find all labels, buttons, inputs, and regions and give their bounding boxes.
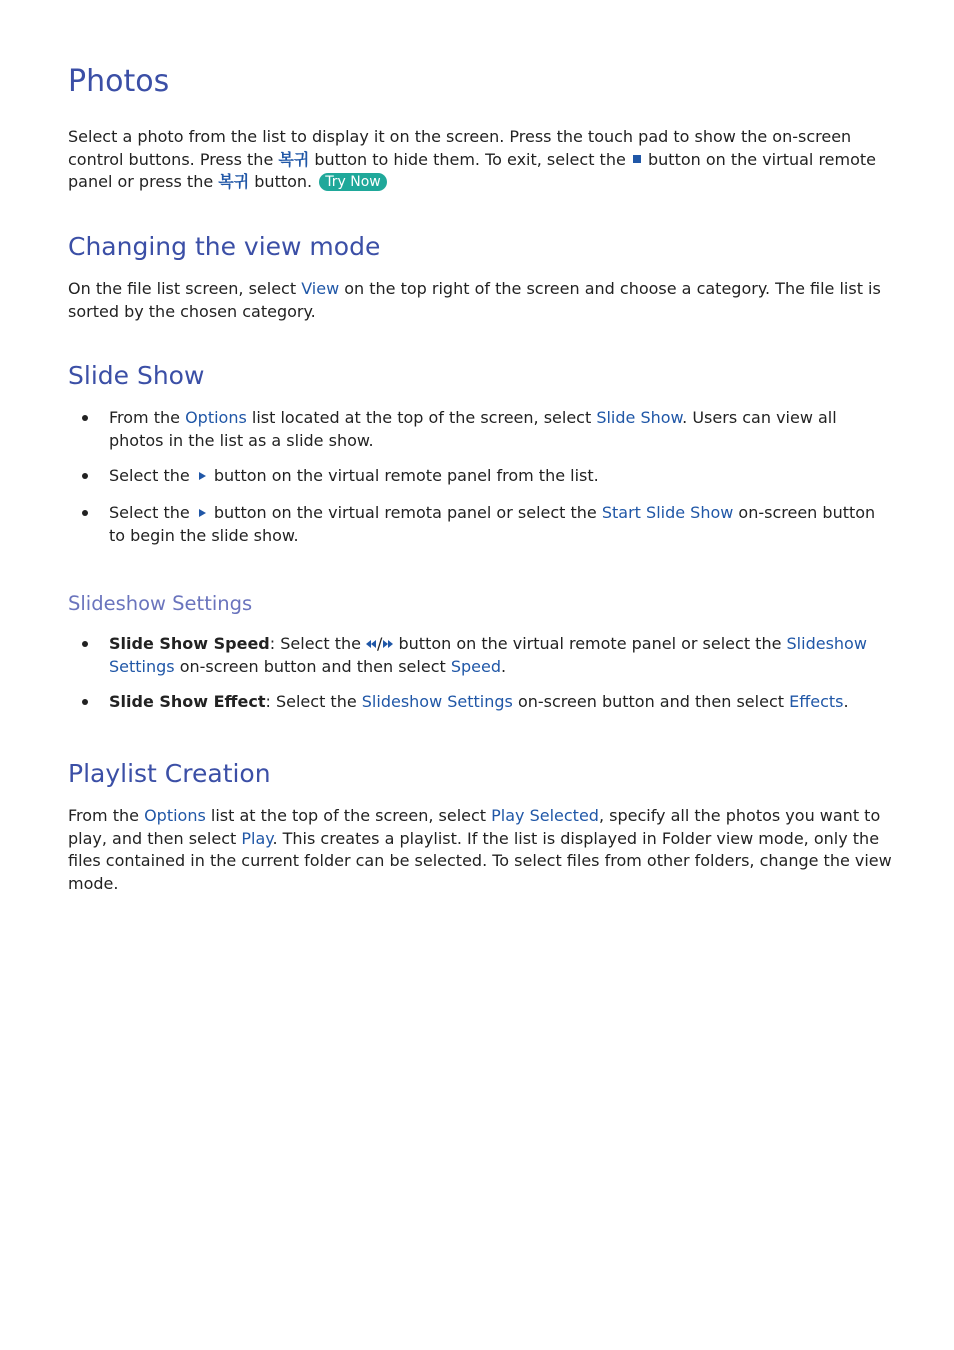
return-key-label: 복귀	[218, 172, 250, 191]
slide-show-bullet-1-line-2: photos in the list as a slide show.	[109, 430, 374, 450]
view-term: View	[301, 279, 340, 298]
bullet-icon	[82, 510, 88, 516]
bullet-icon	[82, 415, 88, 421]
slide-show-bullet-1-line-1: From the Options list located at the top of the screen, select Slide Show. Users can view all	[109, 408, 837, 427]
slideshow-settings-term: Slideshow Settings	[361, 692, 513, 711]
slide-show-term: Slide Show	[596, 408, 683, 427]
options-term: Options	[144, 806, 206, 825]
play-term: Play	[241, 828, 273, 848]
settings-bullet-2: Slide Show Effect: Select the Slideshow Settings on-screen button and then select Effects.	[109, 692, 849, 711]
intro-line-1: Select a photo from the list to display it on the screen. Press the touch pad to show the on-screen	[68, 127, 852, 146]
intro-line-2: control buttons. Press the 복귀 button to hide them. To exit, select the button on the virtual remote	[68, 149, 877, 169]
settings-bullet-1-line-1: Slide Show Speed: Select the / button on the virtual remote panel or select the Slideshow	[109, 634, 867, 653]
options-term: Options	[185, 408, 247, 427]
effects-term: Effects	[789, 692, 844, 711]
playlist-line-1: From the Options list at the top of the screen, select Play Selected, specify all the photos you want to	[68, 806, 881, 825]
play-selected-term: Play Selected	[491, 806, 599, 825]
slideshow-term: Slideshow	[786, 634, 867, 653]
section-title-slide-show: Slide Show	[68, 361, 205, 390]
try-now-button[interactable]: Try Now	[319, 173, 386, 191]
effect-label: Slide Show Effect	[109, 692, 266, 711]
playlist-line-3: files contained in the current folder can be selected. To select files from other folders, change the view	[68, 851, 892, 870]
view-mode-line-1: On the file list screen, select View on the top right of the screen and choose a category. The file list is	[68, 279, 881, 298]
start-slide-show-term: Start Slide Show	[601, 503, 734, 522]
playlist-line-2: play, and then select Play. This creates a playlist. If the list is displayed in Folder view mode, only the	[68, 828, 880, 848]
slide-show-bullet-3-line-1: Select the button on the virtual remota panel or select the Start Slide Show on-screen button	[109, 503, 876, 522]
view-mode-line-2: sorted by the chosen category.	[68, 301, 316, 321]
subsection-title-slideshow-settings: Slideshow Settings	[68, 592, 253, 615]
intro-line-3: panel or press the 복귀 button. Try Now	[68, 171, 387, 194]
play-icon	[199, 509, 206, 517]
bullet-icon	[82, 641, 88, 647]
playlist-line-4: mode.	[68, 873, 119, 893]
rewind-icon	[366, 634, 376, 653]
return-key-label: 복귀	[278, 149, 310, 169]
section-title-playlist: Playlist Creation	[68, 759, 271, 788]
section-title-view-mode: Changing the view mode	[68, 232, 381, 261]
speed-term: Speed	[450, 656, 501, 676]
stop-icon	[633, 155, 641, 163]
play-icon	[199, 472, 206, 480]
settings-term: Settings	[109, 656, 175, 676]
slide-show-bullet-2: Select the button on the virtual remote panel from the list.	[109, 466, 599, 485]
bullet-icon	[82, 699, 88, 705]
page-title: Photos	[68, 64, 170, 99]
speed-label: Slide Show Speed	[109, 634, 270, 653]
slide-show-bullet-3-line-2: to begin the slide show.	[109, 525, 299, 545]
bullet-icon	[82, 473, 88, 479]
settings-bullet-1-line-2: Settings on-screen button and then select Speed.	[109, 656, 507, 676]
fast-forward-icon	[383, 634, 393, 653]
